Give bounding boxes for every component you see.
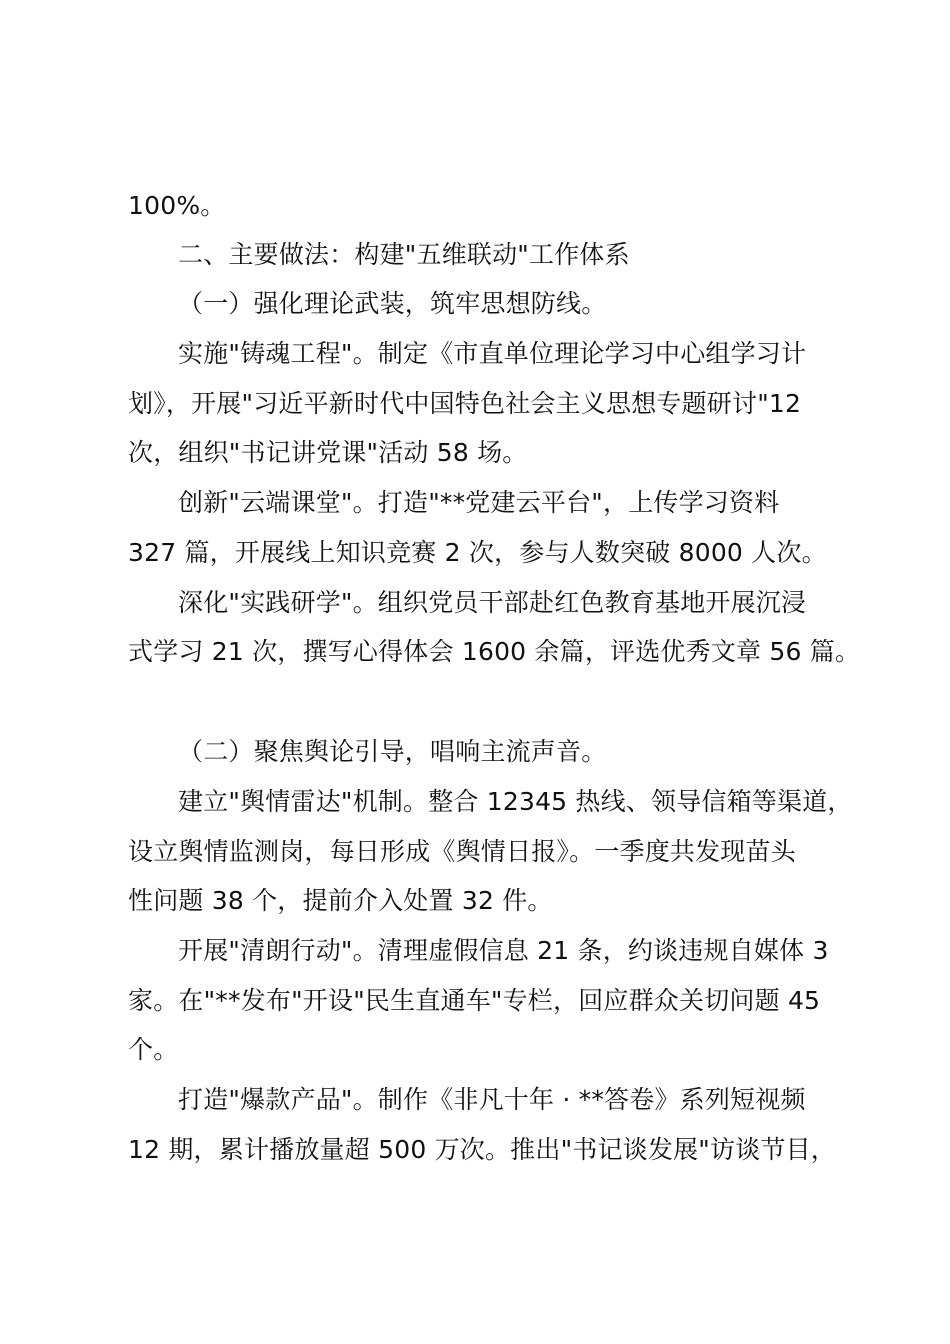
paragraph-line: 划》，开展"习近平新时代中国特色社会主义思想专题研讨"12 bbox=[128, 389, 802, 418]
paragraph-line: 个。 bbox=[128, 1035, 179, 1064]
subsection-heading: （二）聚焦舆论引导，唱响主流声音。 bbox=[178, 737, 607, 766]
paragraph-line: 深化"实践研学"。组织党员干部赴红色教育基地开展沉浸 bbox=[178, 588, 807, 617]
paragraph-line: 12 期，累计播放量超 500 万次。推出"书记谈发展"访谈节目， bbox=[128, 1135, 836, 1164]
paragraph-line: 性问题 38 个，提前介入处置 32 件。 bbox=[128, 886, 553, 915]
paragraph-line: 327 篇，开展线上知识竞赛 2 次，参与人数突破 8000 人次。 bbox=[128, 538, 827, 567]
paragraph-line: 设立舆情监测岗，每日形成《舆情日报》。一季度共发现苗头 bbox=[128, 837, 796, 866]
section-heading: 二、主要做法：构建"五维联动"工作体系 bbox=[178, 240, 630, 269]
paragraph-line: 家。在"**发布"开设"民生直通车"专栏，回应群众关切问题 45 bbox=[128, 986, 821, 1015]
paragraph-line: 式学习 21 次，撰写心得体会 1600 余篇，评选优秀文章 56 篇。 bbox=[128, 637, 861, 666]
paragraph-line: 打造"爆款产品"。制作《非凡十年 · **答卷》系列短视频 bbox=[178, 1085, 806, 1114]
paragraph-line: 次，组织"书记讲党课"活动 58 场。 bbox=[128, 438, 528, 467]
paragraph-line: 开展"清朗行动"。清理虚假信息 21 条，约谈违规自媒体 3 bbox=[178, 936, 829, 965]
subsection-heading: （一）强化理论武装，筑牢思想防线。 bbox=[178, 289, 607, 318]
paragraph-line: 建立"舆情雷达"机制。整合 12345 热线、领导信箱等渠道， bbox=[178, 787, 853, 816]
paragraph-line: 创新"云端课堂"。打造"**党建云平台"，上传学习资料 bbox=[178, 488, 780, 517]
paragraph-line: 实施"铸魂工程"。制定《市直单位理论学习中心组学习计 bbox=[178, 339, 807, 368]
text-line: 100%。 bbox=[128, 191, 226, 220]
